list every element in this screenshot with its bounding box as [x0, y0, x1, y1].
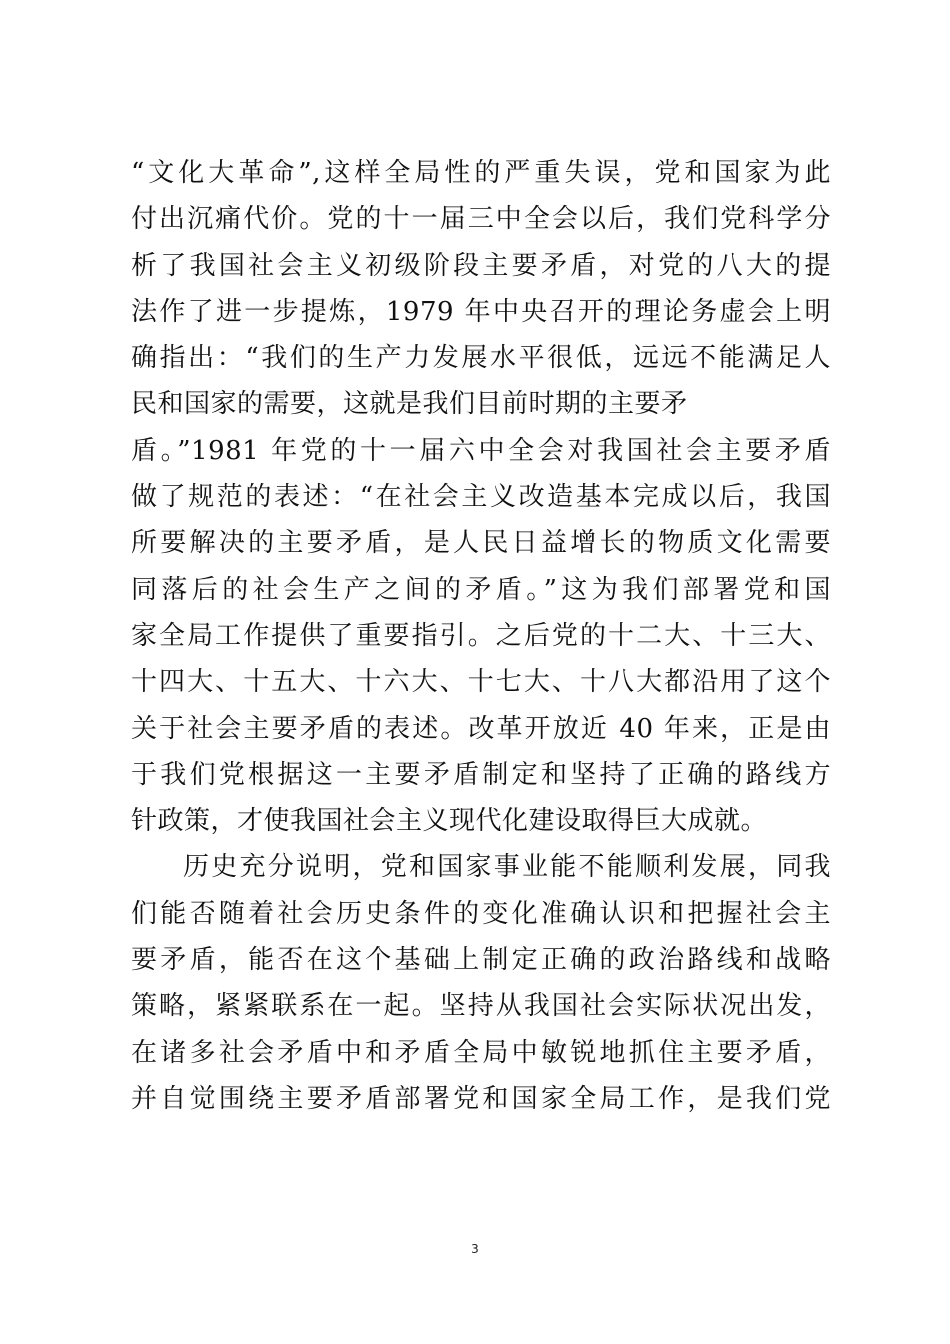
text-line: 确指出：“我们的生产力发展水平很低，远远不能满足人: [131, 343, 831, 374]
page-number: 3: [471, 1242, 479, 1256]
paragraph-start-line: 历史充分说明，党和国家事业能不能顺利发展，同我: [183, 852, 831, 883]
text-line: 析了我国社会主义初级阶段主要矛盾，对党的八大的提: [131, 250, 831, 281]
text-line: 针政策，才使我国社会主义现代化建设取得巨大成就。: [131, 806, 768, 837]
body-text: [131, 150, 831, 1122]
text-line: 策略，紧紧联系在一起。坚持从我国社会实际状况出发，: [131, 991, 831, 1022]
text-line: 们能否随着社会历史条件的变化准确认识和把握社会主: [131, 898, 831, 929]
text-line: 于我们党根据这一主要矛盾制定和坚持了正确的路线方: [131, 759, 831, 790]
text-line: 民和国家的需要，这就是我们目前时期的主要矛: [131, 389, 688, 420]
text-line: 并自觉围绕主要矛盾部署党和国家全局工作，是我们党: [131, 1083, 831, 1114]
text-line: 十四大、十五大、十六大、十七大、十八大都沿用了这个: [131, 667, 831, 698]
text-line: 同落后的社会生产之间的矛盾。”这为我们部署党和国: [131, 574, 831, 605]
text-line: 做了规范的表述：“在社会主义改造基本完成以后，我国: [131, 482, 831, 513]
text-line: 在诸多社会矛盾中和矛盾全局中敏锐地抓住主要矛盾，: [131, 1037, 831, 1068]
text-line: 盾。”1981 年党的十一届六中全会对我国社会主要矛盾: [131, 435, 831, 466]
text-line: “文化大革命”,这样全局性的严重失误，党和国家为此: [131, 158, 831, 188]
text-line: 所要解决的主要矛盾，是人民日益增长的物质文化需要: [131, 528, 831, 559]
text-line: 家全局工作提供了重要指引。之后党的十二大、十三大、: [131, 620, 831, 651]
text-line: 要矛盾，能否在这个基础上制定正确的政治路线和战略: [131, 945, 831, 976]
text-line: 付出沉痛代价。党的十一届三中全会以后，我们党科学分: [131, 204, 831, 235]
text-line: 法作了进一步提炼，1979 年中央召开的理论务虚会上明: [131, 296, 831, 327]
text-line: 关于社会主要矛盾的表述。改革开放近 40 年来，正是由: [131, 713, 831, 744]
